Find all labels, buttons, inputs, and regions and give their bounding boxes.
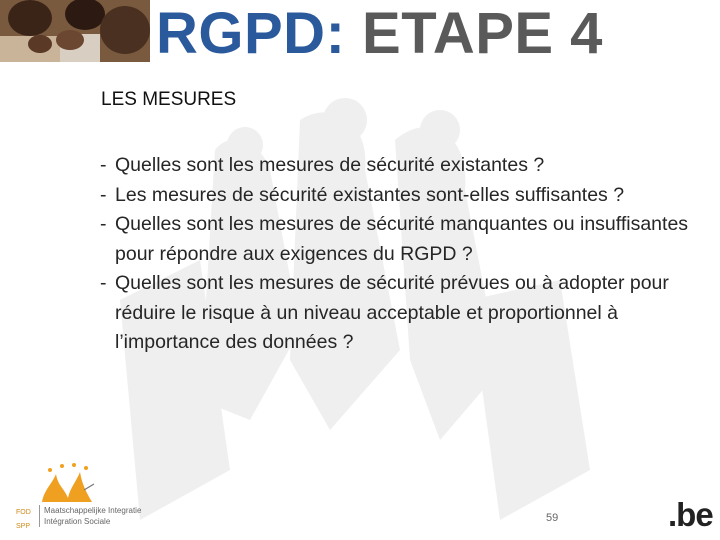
bullet-marker: -: [100, 213, 107, 235]
spp-label: SPP: [16, 523, 31, 530]
list-item-text: Quelles sont les mesures de sécurité prévues ou à adopter pour réduire le risque à un niveau acceptable et proportionnel à l’importance des données ?: [115, 272, 669, 353]
agency-name-nl: Maatschappelijke Integratie: [44, 506, 142, 515]
title-acronym: RGPD:: [156, 1, 346, 66]
list-item-text: Les mesures de sécurité existantes sont-elles suffisantes ?: [115, 183, 625, 206]
agency-acronym: [16, 506, 31, 534]
slide-title: [156, 0, 603, 74]
fod-label: FOD: [16, 509, 31, 516]
list-item: [100, 181, 700, 211]
title-step: ETAPE 4: [345, 1, 603, 66]
page-number: 59: [546, 512, 559, 524]
list-item-text: Quelles sont les mesures de sécurité manquantes ou insuffisantes pour répondre aux exigences du RGPD ?: [115, 213, 689, 265]
agency-name: [39, 505, 141, 527]
list-item: [100, 210, 700, 269]
list-item: [100, 151, 700, 181]
bullet-marker: -: [100, 183, 107, 206]
agency-name-fr: Intégration Sociale: [44, 517, 111, 526]
list-item-text: Quelles sont les mesures de sécurité existantes ?: [115, 154, 545, 176]
question-list: [100, 151, 700, 358]
be-logo: .be: [668, 496, 713, 533]
list-item: [100, 269, 700, 358]
bullet-marker: -: [100, 272, 107, 294]
bullet-marker: -: [100, 154, 107, 176]
section-subtitle: LES MESURES: [101, 89, 237, 110]
family-photo: [0, 0, 150, 62]
